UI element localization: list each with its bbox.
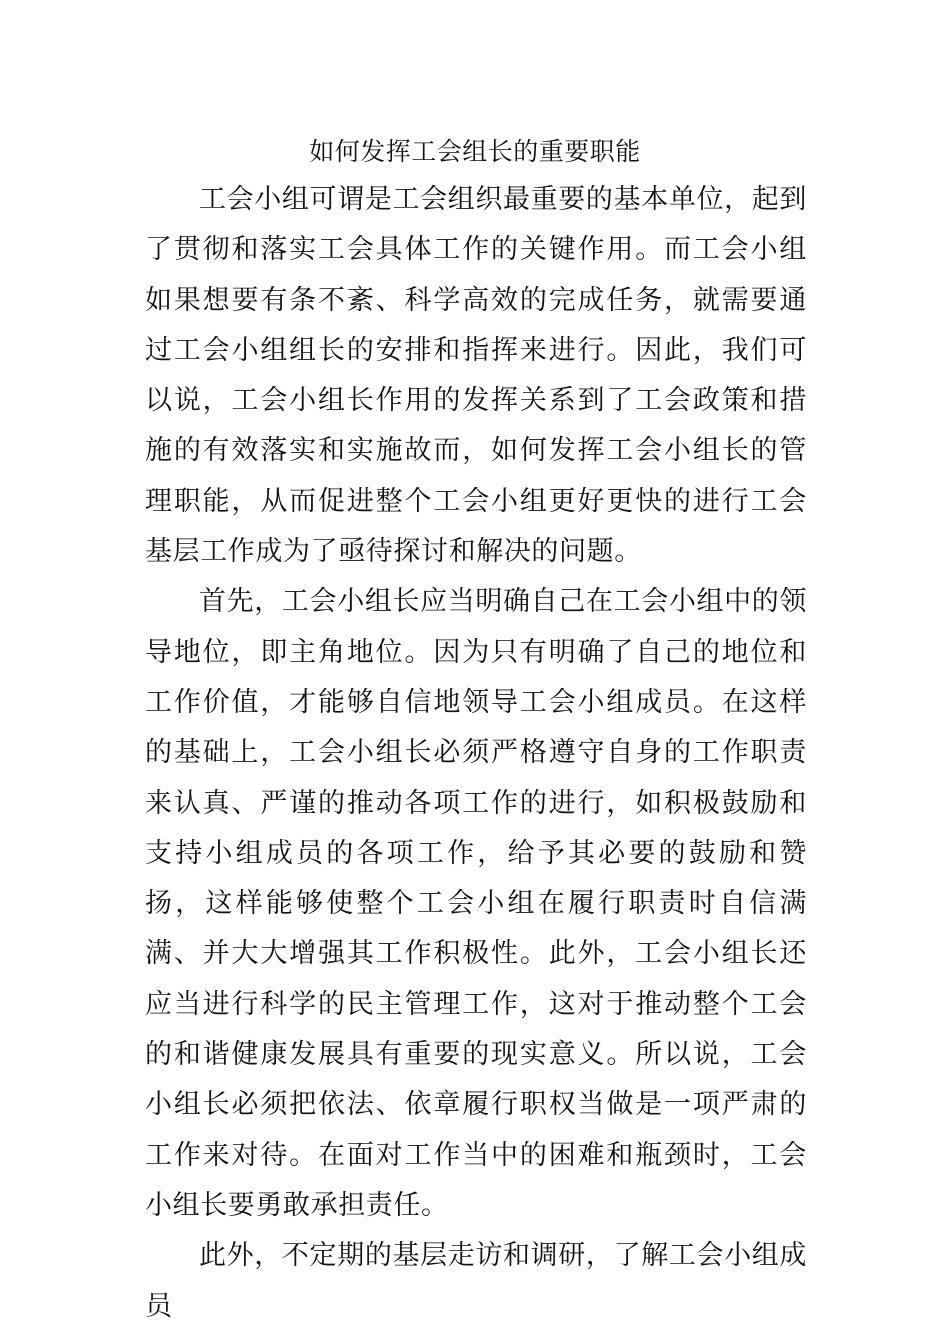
document-body — [145, 175, 807, 1332]
paragraph-3: 此外，不定期的基层走访和调研，了解工会小组成员 — [145, 1240, 807, 1322]
document-title: 如何发挥工会组长的重要职能 — [309, 137, 641, 166]
paragraph-2: 首先，工会小组长应当明确自己在工会小组中的领导地位，即主角地位。因为只有明确了自己的地位和工作价值，才能够自信地领导工会小组成员。在这样的基础上，工会小组长必须严格遵守自身的工作职责来认真、严谨的推动各项工作的进行，如积极鼓励和支持小组成员的各项工作，给予其必要的鼓励和赞扬，这样能够使整个工会小组在履行职责时自信满满、并大大增强其工作积极性。此外，工会小组长还应当进行科学的民主管理工作，这对于推动整个工会的和谐健康发展具有重要的现实意义。所以说，工会小组长必须把依法、依章履行职权当做是一项严肃的工作来对待。在面对工作当中的困难和瓶颈时，工会小组长要勇敢承担责任。 — [145, 586, 807, 1221]
paragraph-1: 工会小组可谓是工会组织最重要的基本单位，起到了贯彻和落实工会具体工作的关键作用。而工会小组如果想要有条不紊、科学高效的完成任务，就需要通过工会小组组长的安排和指挥来进行。因此，我们可以说，工会小组长作用的发挥关系到了工会政策和措施的有效落实和实施故而，如何发挥工会小组长的管理职能，从而促进整个工会小组更好更快的进行工会基层工作成为了亟待探讨和解决的问题。 — [145, 184, 807, 568]
